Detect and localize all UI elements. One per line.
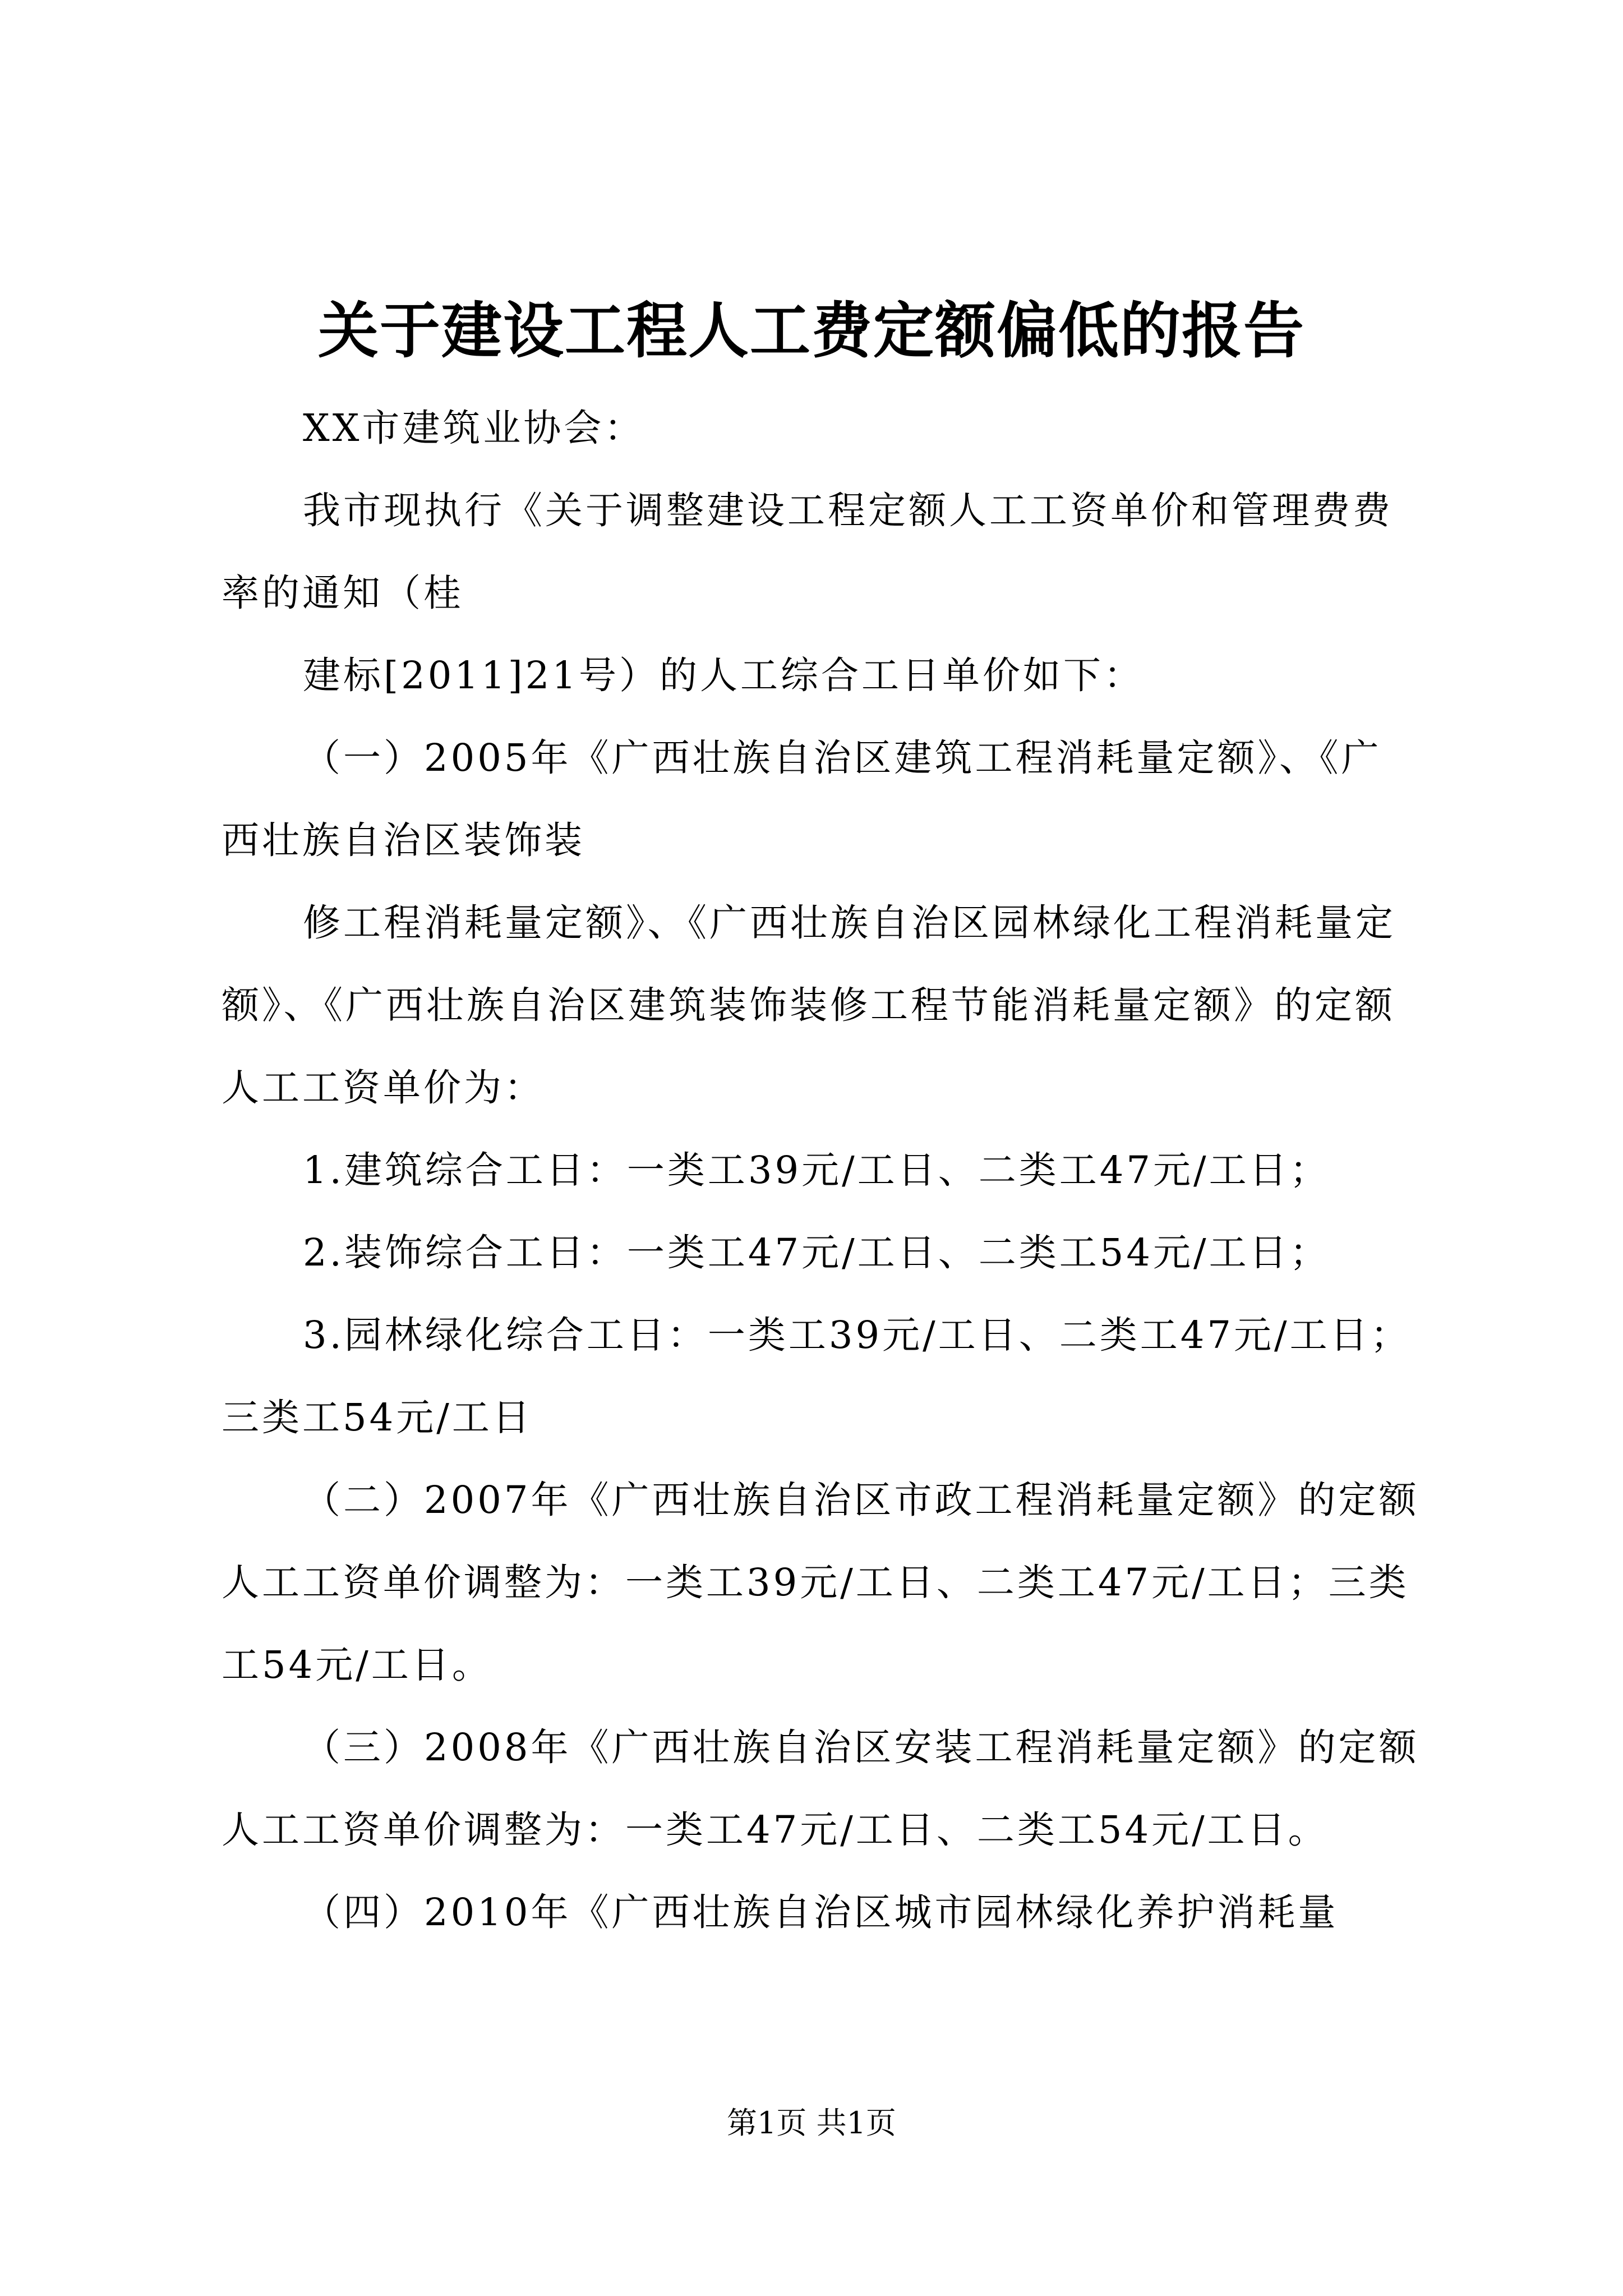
paragraph: 3.园林绿化综合工日：一类工39元/工日、二类工47元/工日；三类工54元/工日 [222,1313,1411,1439]
paragraph: （一）2005年《广西壮族自治区建筑工程消耗量定额》、《广西壮族自治区装饰装 [222,736,1382,862]
paragraph: 建标[2011]21号）的人工综合工日单价如下： [303,654,1145,697]
paragraph: 2.装饰综合工日：一类工47元/工日、二类工54元/工日； [303,1231,1330,1274]
paragraph: 修工程消耗量定额》、《广西壮族自治区园林绿化工程消耗量定额》、《广西壮族自治区建筑装饰装修工程节能消耗量定额》的定额人工工资单价为： [222,901,1396,1110]
paragraph: 我市现执行《关于调整建设工程定额人工工资单价和管理费费率的通知（桂 [222,489,1393,615]
document-title: 关于建设工程人工费定额偏低的报告 [317,296,1305,366]
paragraph: （四）2010年《广西壮族自治区城市园林绿化养护消耗量 [303,1890,1339,1934]
paragraph: （二）2007年《广西壮族自治区市政工程消耗量定额》的定额人工工资单价调整为：一类工39元/工日、二类工47元/工日；三类工54元/工日。 [222,1478,1419,1687]
paragraph: （三）2008年《广西壮族自治区安装工程消耗量定额》的定额人工工资单价调整为：一类工47元/工日、二类工54元/工日。 [222,1726,1419,1852]
paragraph: XX市建筑业协会： [303,406,645,450]
page-number-footer: 第1页 共1页 [727,2105,896,2141]
paragraph: 1.建筑综合工日：一类工39元/工日、二类工47元/工日； [303,1148,1330,1192]
document-body [222,387,1422,1954]
